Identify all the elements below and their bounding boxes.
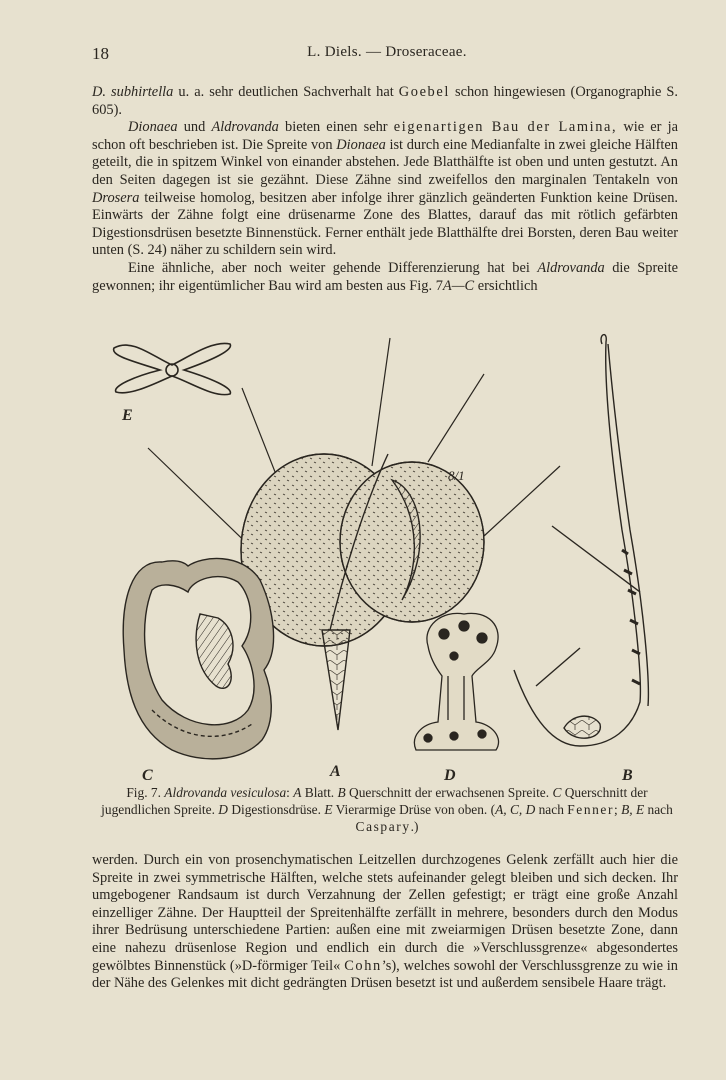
paragraph-1 [92, 84, 678, 119]
text-run: die Spreite gewonnen; ihr eigentümlicher Bau wird am besten aus Fig. 7 [92, 259, 679, 294]
paragraph-3 [92, 260, 678, 295]
genus-name: Drosera [92, 189, 140, 206]
paragraph-2 [92, 119, 678, 260]
text-run: ’s), welches sowohl der Verschlussgrenze zu wie in der Nähe des Gelenkes mit dicht gedrängten Drüsen besetzt ist und außerdem sensibele Haare trägt. [92, 957, 679, 992]
text-run: .) [410, 819, 419, 834]
figure-7-illustration [92, 330, 682, 782]
caption-letters: A, C, D [495, 802, 536, 817]
figure-ref: A—C [442, 277, 475, 294]
caption-text [92, 784, 682, 835]
text-run: Digestionsdrüse. [227, 802, 325, 817]
emphasis-text: eigenartigen Bau der Lamina, [393, 119, 618, 136]
text-run: u. a. sehr deutlichen Sachverhalt hat [173, 84, 399, 100]
paragraph-4 [92, 852, 678, 993]
author-name: Goebel [398, 84, 450, 100]
drawing-c-young-blade-section [123, 558, 273, 758]
page-header [92, 44, 682, 66]
figure-label-d: D [444, 767, 456, 782]
text-run: Vierarmige Drüse von oben. ( [332, 802, 496, 817]
genus-name: Dionaea [336, 136, 386, 153]
caption-letters: B, E [621, 802, 645, 817]
figure-label-b: B [622, 767, 633, 782]
text-run: schon hingewiesen (Organographie S. 605). [92, 84, 678, 118]
caption-letter-a: A [293, 785, 302, 800]
caption-fig-number: Fig. 7. [126, 785, 161, 800]
text-run: Eine ähnliche, aber noch weiter gehende Differenzierung hat bei [128, 259, 538, 276]
bottom-text-block [92, 852, 678, 993]
author-name: Caspary [355, 819, 411, 834]
species-name: D. subhirtella [92, 84, 174, 100]
author-name: Cohn [344, 957, 382, 974]
caption-species: Aldrovanda vesiculosa [164, 785, 287, 800]
text-run: Blatt. [301, 785, 338, 800]
running-head: L. Diels. — Droseraceae. [307, 44, 467, 60]
page-number: 18 [92, 44, 109, 63]
text-run: nach [535, 802, 568, 817]
genus-name: Aldrovanda [537, 259, 605, 276]
scale-annotation: 8/1 [448, 468, 465, 483]
text-run: ; [614, 802, 622, 817]
figure-svg [92, 330, 682, 782]
caption-letter-b: B [337, 785, 346, 800]
genus-name: Dionaea [128, 119, 178, 136]
figure-caption [92, 784, 682, 835]
top-text-block [92, 84, 678, 295]
text-run: teilweise homolog, besitzen aber infolge ihrer gänzlich geänderten Funktion keine Drüsen. Einwärts der Zähne folgt eine drüsenarme Zone des Blattes, darauf das mit rötlich gefärbten Digestionsdrüsen besetzte Binnenstück. Ferner enthält jede Blatthälfte drei Borsten, deren Bau weiter unten (S. 24) näher zu schildern sein wird. [92, 189, 678, 259]
text-run: wie er ja schon oft beschrieben ist. Die Spreite von [92, 119, 678, 153]
figure-label-e: E [122, 407, 133, 424]
figure-label-a: A [330, 763, 341, 780]
text-run: nach [644, 802, 673, 817]
text-run: Querschnitt der jugendlichen Spreite. [101, 785, 648, 817]
figure-label-c: C [142, 767, 153, 782]
caption-letter-d: D [218, 802, 228, 817]
text-run: Querschnitt der erwachsenen Spreite. [345, 785, 553, 800]
text-run: und [177, 119, 212, 136]
caption-letter-c: C [552, 785, 562, 800]
caption-letter-e: E [324, 802, 333, 817]
drawing-d-digestive-gland [414, 613, 498, 750]
author-name: Fenner [567, 802, 615, 817]
text-run: werden. Durch ein von prosenchymatischen Leitzellen durchzogenes Gelenk zerfällt auch hier die Spreite in zwei symmetrische Hälften, welche stets aufeinander gelegt bleiben und sich decken. Ihr umgebogener Randsaum ist durch Verzahnung der Zellen gefestigt; er trägt eine große Anzahl einzelliger Zähne. Der Hauptteil der Spreitenhälfte zerfällt in mehrere, besonders durch den Modus ihrer Bedrüsung unterschiedene Partien: außen eine mit zweiarmigen Drüsen besetzte Zone, dann eine nahezu drüsenlose Region und endlich ein durch die »Verschlussgrenze« abgesondertes gewölbtes Binnenstück (»D-förmiger Teil« [92, 852, 678, 974]
drawing-e-four-armed-gland [114, 343, 231, 394]
genus-name: Aldrovanda [211, 119, 279, 136]
text-run: bieten einen sehr [278, 119, 394, 136]
drawing-b-mature-blade-section [514, 335, 648, 746]
text-run: ist durch eine Medianfalte in zwei gleiche Hälften geteilt, die in spitzem Winkel von einander abstehen. Jede Blatthälfte ist oben und unten gestutzt. An den Seiten dagegen ist sie gezähnt. Diese Zähne sind zweifellos den marginalen Tentakeln von [92, 136, 678, 188]
text-run: ersichtlich [474, 277, 538, 294]
text-run: : [286, 785, 294, 800]
